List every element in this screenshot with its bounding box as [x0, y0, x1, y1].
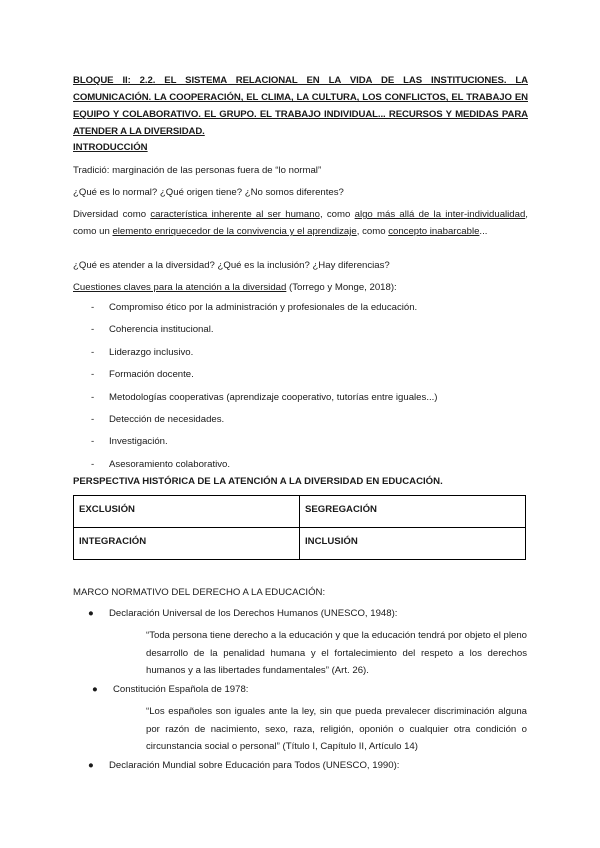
list-item: - Investigación. — [91, 436, 168, 448]
table-row — [74, 528, 526, 560]
bullet-item-constitucion: ● Constitución Española de 1978: — [92, 681, 248, 698]
perspective-table — [73, 495, 526, 560]
list-item: - Asesoramiento colaborativo. — [91, 458, 231, 470]
marco-heading: MARCO NORMATIVO DEL DERECHO A LA EDUCACIÓN: — [73, 587, 326, 598]
key-issues-list — [73, 299, 528, 478]
table-row — [74, 496, 526, 528]
list-item: - Detección de necesidades. — [91, 413, 225, 425]
quote-constitucion: “Los españoles son iguales ante la ley, sin que pueda prevalecer discriminación alguna por razón de nacimiento, sexo, raza, religión, oponión o cualquier otra condición o circunstancia social o personal” (Título I, Capítulo II, Artículo 14) — [146, 706, 527, 752]
table-cell: INCLUSIÓN — [300, 528, 526, 560]
list-item: - Metodologías cooperativas (aprendizaje cooperativo, tutorías entre iguales...) — [91, 391, 438, 403]
table-cell: SEGREGACIÓN — [300, 496, 526, 528]
paragraph-questions: ¿Qué es lo normal? ¿Qué origen tiene? ¿No somos diferentes? — [73, 187, 344, 198]
paragraph-atender: ¿Qué es atender a la diversidad? ¿Qué es la inclusión? ¿Hay diferencias? — [73, 260, 390, 271]
bullet-icon: ● — [88, 608, 94, 619]
bullet-icon: ● — [92, 684, 98, 695]
quote-declaracion-universal: “Toda persona tiene derecho a la educación y que la educación tendrá por objeto el pleno desarrollo de la penalidad humana y el fortalecimiento del respeto a los derechos humanos y a las libertades fundamentales” (Art. 26). — [146, 630, 527, 676]
perspective-heading: PERSPECTIVA HISTÓRICA DE LA ATENCIÓN A LA DIVERSIDAD EN EDUCACIÓN. — [73, 476, 443, 487]
table-cell: EXCLUSIÓN — [74, 496, 300, 528]
paragraph-tradicion: Tradició: marginación de las personas fuera de “lo normal” — [73, 165, 322, 176]
block-title: BLOQUE II: 2.2. EL SISTEMA RELACIONAL EN LA VIDA DE LAS INSTITUCIONES. LA COMUNICACIÓN. LA COOPERACIÓN, EL CLIMA, LA CULTURA, LOS CONFLICTOS, EL TRABAJO EN EQUIPO Y COLABORATIVO. EL GRUPO. EL TRABAJO INDIVIDUAL... RECURSOS Y MEDIDAS PARA ATENDER A LA DIVERSIDAD. — [73, 75, 528, 137]
bullet-item-declaracion-mundial: ● Declaración Mundial sobre Educación para Todos (UNESCO, 1990): — [88, 757, 399, 774]
bullet-icon: ● — [88, 760, 94, 771]
list-item: - Compromiso ético por la administración y profesionales de la educación. — [91, 302, 418, 313]
intro-heading: INTRODUCCIÓN — [73, 142, 148, 153]
list-item: - Formación docente. — [91, 369, 194, 381]
table-cell: INTEGRACIÓN — [74, 528, 300, 560]
paragraph-cuestiones: Cuestiones claves para la atención a la diversidad (Torrego y Monge, 2018): — [73, 282, 397, 293]
list-item: - Coherencia institucional. — [91, 324, 214, 336]
paragraph-diversidad: Diversidad como característica inherente al ser humano, como algo más allá de la inter-individualidad, como un elemento enriquecedor de la convivencia y el aprendizaje, como concepto inabarcable... — [73, 209, 528, 237]
list-item: - Liderazgo inclusivo. — [91, 346, 194, 358]
bullet-item-declaracion-universal: ● Declaración Universal de los Derechos Humanos (UNESCO, 1948): — [88, 605, 397, 622]
